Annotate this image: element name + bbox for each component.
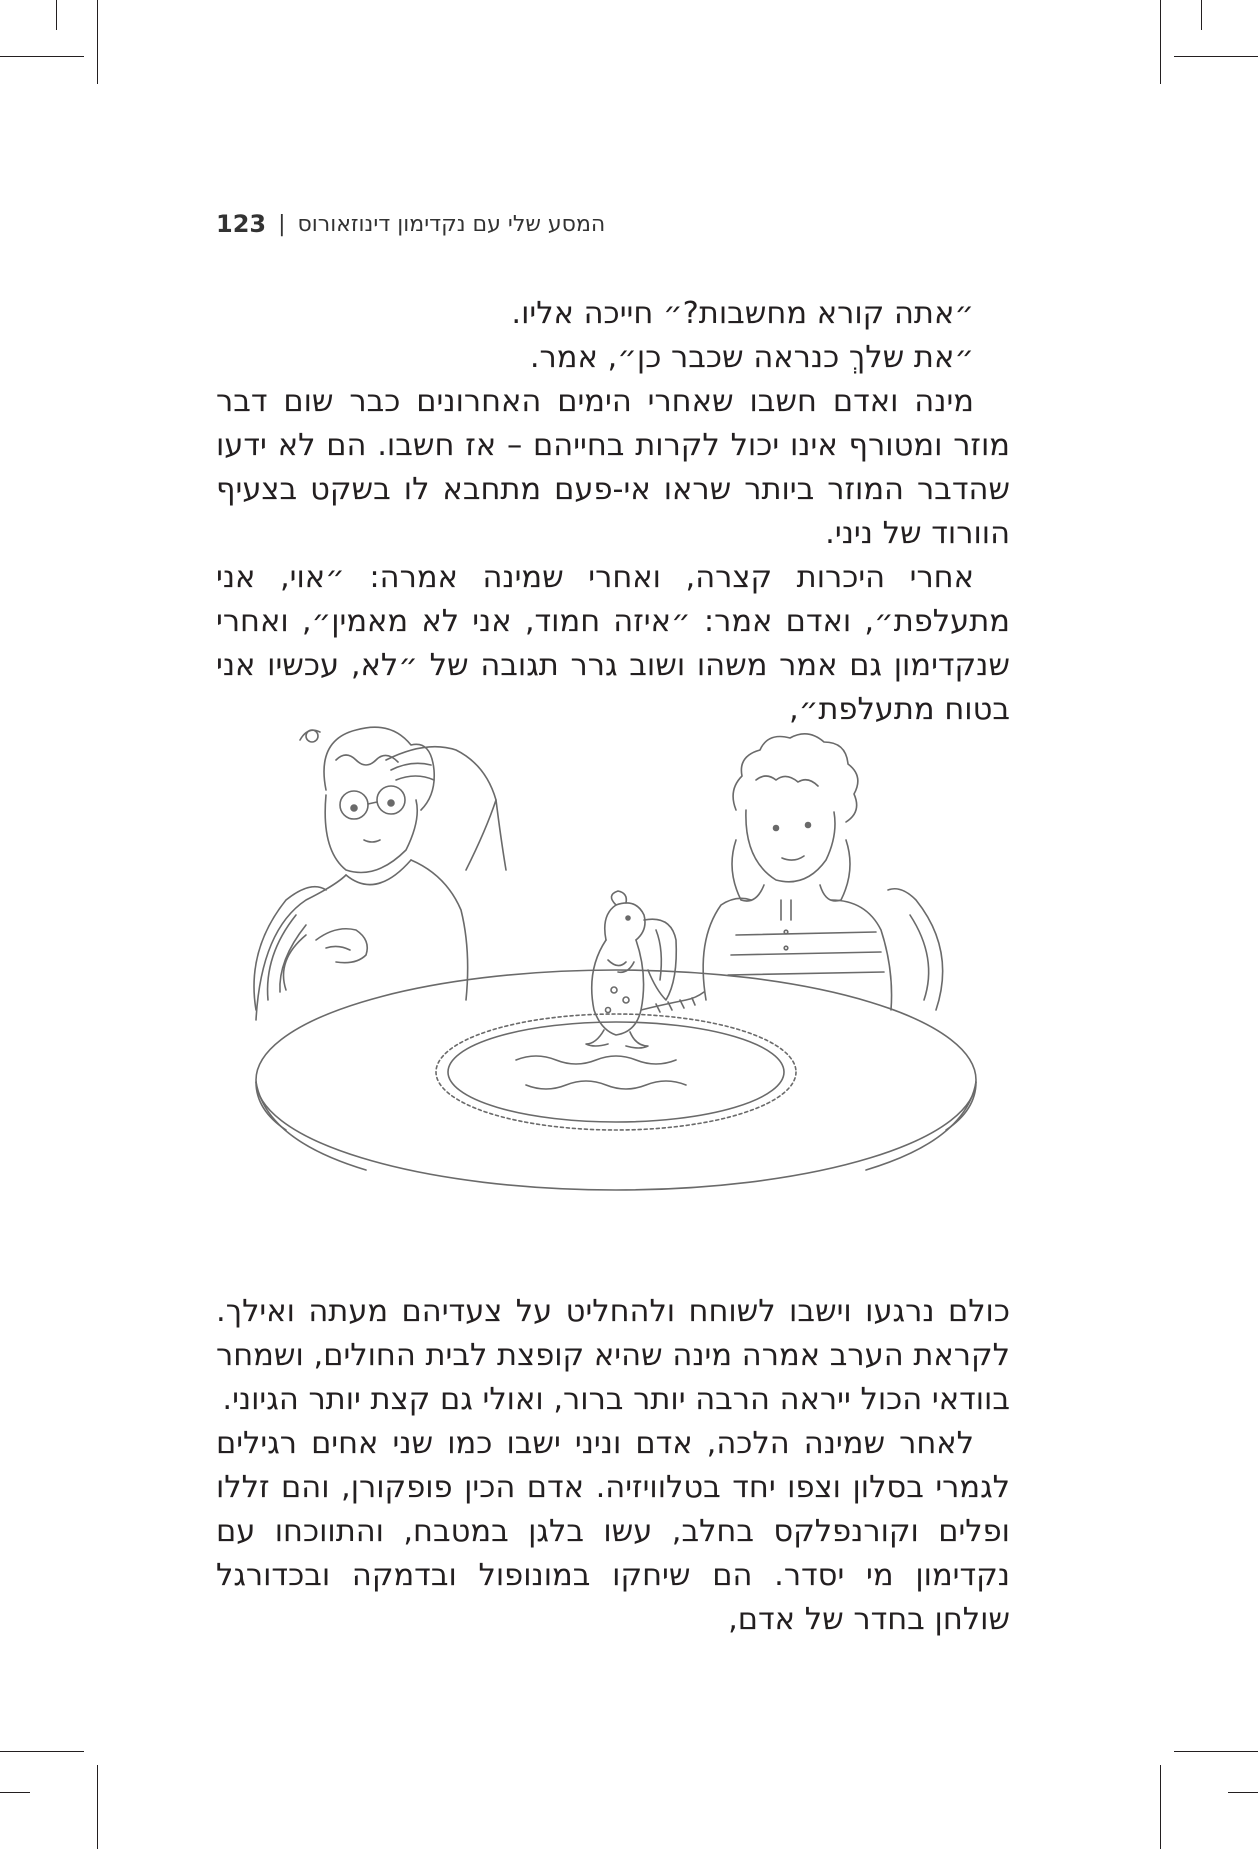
right-chair xyxy=(888,889,943,1010)
boy-figure xyxy=(703,734,891,1010)
crop-mark xyxy=(0,1751,84,1752)
crop-mark xyxy=(1174,1751,1258,1752)
body-text-bottom xyxy=(216,1290,1010,1642)
header-separator: | xyxy=(278,211,286,237)
illustration xyxy=(216,700,1010,1230)
left-chair xyxy=(254,887,326,1010)
crop-mark xyxy=(0,56,84,57)
crop-mark xyxy=(97,1765,98,1849)
paragraph: ״את שלךְ כנראה שכבר כן״, אמר. xyxy=(529,340,974,375)
page-number: 123 xyxy=(216,210,267,238)
paragraph: לאחר שמינה הלכה, אדם וניני ישבו כמו שני אחים רגילים לגמרי בסלון וצפו יחד בטלוויזיה. אדם הכין פופקורן, והם זללו ופלים וקורנפלקס בחלב, עשו בלגן במטבח, והתווכחו עם נקדימון מי יסדר. הם שיחקו במונופול ובדמקה ובכדורגל שולחן בחדר של אדם, xyxy=(216,1426,1010,1637)
crop-mark xyxy=(1228,1792,1258,1793)
crop-mark xyxy=(97,0,98,84)
woman-figure xyxy=(256,727,506,1020)
paragraph: ״אתה קורא מחשבות?״ חייכה אליו. xyxy=(511,296,974,331)
running-header xyxy=(216,209,676,239)
body-text-top xyxy=(216,292,1010,732)
crop-mark xyxy=(0,1792,30,1793)
crop-mark xyxy=(1174,56,1258,57)
doily xyxy=(436,1014,796,1130)
paragraph: אחרי היכרות קצרה, ואחרי שמינה אמרה: ״אוי, אני מתעלפת״, ואדם אמר: ״איזה חמוד, אני לא מאמין״, ואחרי שנקדימון גם אמר משהו ושוב גרר תגובה של ״לא, עכשיו אני בטוח מתעלפת״, xyxy=(216,560,1010,727)
crop-mark xyxy=(1160,1765,1161,1849)
book-title: המסע שלי עם נקדימון דינוזאורוס xyxy=(297,211,606,237)
crop-mark xyxy=(1201,0,1202,30)
crop-mark xyxy=(56,0,57,30)
paragraph: כולם נרגעו וישבו לשוחח ולהחליט על צעדיהם מעתה ואילך. לקראת הערב אמרה מינה שהיא קופצת לבית החולים, ושמחר בוודאי הכול ייראה הרבה יותר ברור, ואולי גם קצת יותר הגיוני. xyxy=(216,1294,1010,1417)
round-table xyxy=(256,970,976,1190)
paragraph: מינה ואדם חשבו שאחרי הימים האחרונים כבר שום דבר מוזר ומטורף אינו יכול לקרות בחייהם – אז חשבו. הם לא ידעו שהדבר המוזר ביותר שראו אי-פעם מתחבא לו בשקט בצעיף הוורוד של ניני. xyxy=(216,384,1010,551)
crop-mark xyxy=(1160,0,1161,84)
